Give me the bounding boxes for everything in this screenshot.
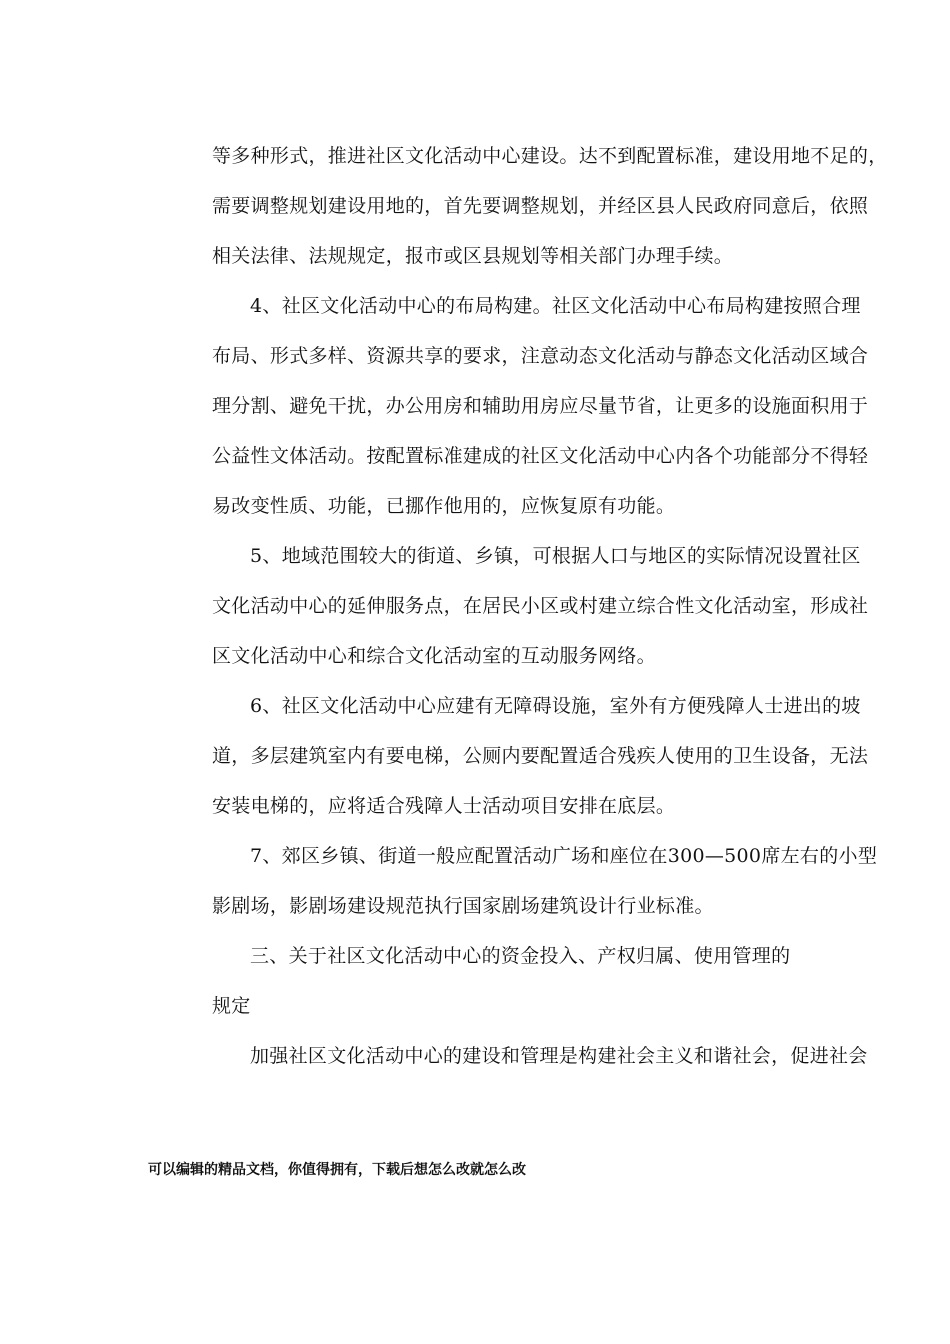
paragraph-line: 相关法律、法规规定，报市或区县规划等相关部门办理手续。	[212, 245, 734, 267]
paragraph-line: 5、地域范围较大的街道、乡镇，可根据人口与地区的实际情况设置社区	[250, 545, 861, 567]
footer-note: 可以编辑的精品文档，你值得拥有，下载后想怎么改就怎么改	[148, 1162, 526, 1178]
paragraph-line: 区文化活动中心和综合文化活动室的互动服务网络。	[212, 645, 656, 667]
paragraph-line: 需要调整规划建设用地的，首先要调整规划，并经区县人民政府同意后，依照	[212, 195, 869, 217]
paragraph-line: 布局、形式多样、资源共享的要求，注意动态文化活动与静态文化活动区域合	[212, 345, 869, 367]
paragraph-line: 易改变性质、功能，已挪作他用的，应恢复原有功能。	[212, 495, 676, 517]
paragraph-line: 7、郊区乡镇、街道一般应配置活动广场和座位在300—500席左右的小型	[250, 845, 878, 867]
paragraph-line: 文化活动中心的延伸服务点，在居民小区或村建立综合性文化活动室，形成社	[212, 595, 869, 617]
paragraph-line: 6、社区文化活动中心应建有无障碍设施，室外有方便残障人士进出的坡	[250, 695, 861, 717]
section-heading: 规定	[212, 995, 251, 1017]
paragraph-line: 加强社区文化活动中心的建设和管理是构建社会主义和谐社会，促进社会	[250, 1045, 868, 1067]
paragraph-line: 理分割、避免干扰，办公用房和辅助用房应尽量节省，让更多的设施面积用于	[212, 395, 869, 417]
paragraph-line: 影剧场，影剧场建设规范执行国家剧场建筑设计行业标准。	[212, 895, 714, 917]
paragraph-line: 等多种形式，推进社区文化活动中心建设。达不到配置标准，建设用地不足的，	[212, 145, 888, 167]
paragraph-line: 公益性文体活动。按配置标准建成的社区文化活动中心内各个功能部分不得轻	[212, 445, 869, 467]
section-heading: 三、关于社区文化活动中心的资金投入、产权归属、使用管理的	[250, 945, 791, 967]
paragraph-line: 安装电梯的，应将适合残障人士活动项目安排在底层。	[212, 795, 676, 817]
paragraph-line: 4、社区文化活动中心的布局构建。社区文化活动中心布局构建按照合理	[250, 295, 861, 317]
paragraph-line: 道，多层建筑室内有要电梯，公厕内要配置适合残疾人使用的卫生设备，无法	[212, 745, 869, 767]
